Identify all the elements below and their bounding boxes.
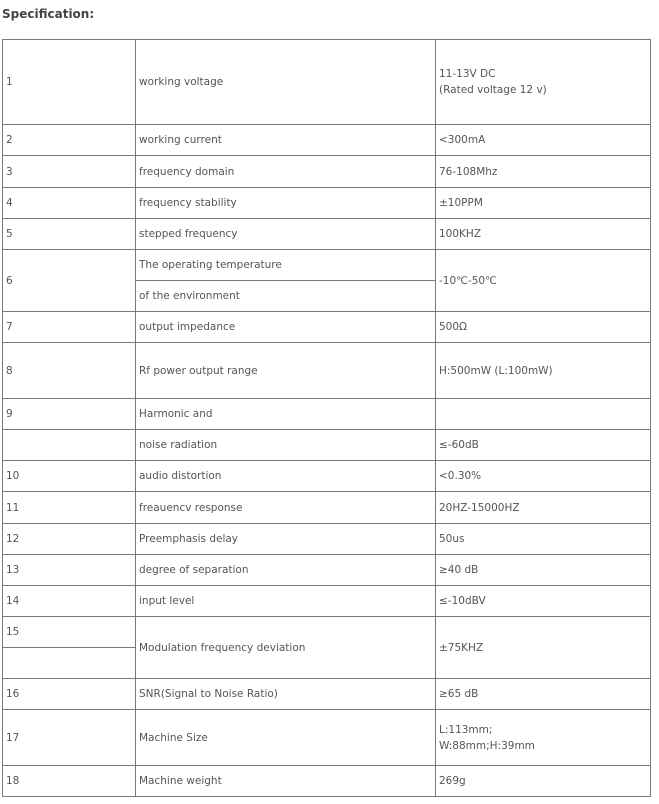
param-name: The operating temperature <box>136 250 436 281</box>
table-row <box>3 430 651 461</box>
row-number: 18 <box>3 766 136 797</box>
param-name: frequency domain <box>136 156 436 188</box>
table-row <box>3 766 651 797</box>
param-value: -10℃-50℃ <box>436 250 651 312</box>
param-value: ≤-60dB <box>436 430 651 461</box>
param-value <box>436 40 651 125</box>
row-number: 9 <box>3 399 136 430</box>
row-number: 6 <box>3 250 136 312</box>
row-number: 1 <box>3 40 136 125</box>
param-name: frequency stability <box>136 188 436 219</box>
row-number <box>3 430 136 461</box>
param-value <box>436 399 651 430</box>
table-row <box>3 492 651 524</box>
row-number: 12 <box>3 524 136 555</box>
table-row <box>3 399 651 430</box>
param-name: freauencv response <box>136 492 436 524</box>
param-value: 269g <box>436 766 651 797</box>
param-value: ≤-10dBV <box>436 586 651 617</box>
row-number: 4 <box>3 188 136 219</box>
param-value: ≥40 dB <box>436 555 651 586</box>
row-number: 17 <box>3 710 136 766</box>
table-row <box>3 586 651 617</box>
param-name: of the environment <box>136 281 436 312</box>
param-name: Preemphasis delay <box>136 524 436 555</box>
table-row <box>3 156 651 188</box>
table-row <box>3 125 651 156</box>
table-row <box>3 40 651 125</box>
table-row <box>3 617 651 648</box>
table-row <box>3 679 651 710</box>
param-name: audio distortion <box>136 461 436 492</box>
row-number: 10 <box>3 461 136 492</box>
value-line: (Rated voltage 12 v) <box>439 84 547 96</box>
row-number: 3 <box>3 156 136 188</box>
param-name: working current <box>136 125 436 156</box>
param-value: 100KHZ <box>436 219 651 250</box>
param-name: Rf power output range <box>136 343 436 399</box>
param-name: input level <box>136 586 436 617</box>
param-value: H:500mW (L:100mW) <box>436 343 651 399</box>
param-value <box>436 710 651 766</box>
param-value: 76-108Mhz <box>436 156 651 188</box>
row-number: 16 <box>3 679 136 710</box>
value-line: L:113mm; <box>439 723 493 736</box>
value-line: W:88mm;H:39mm <box>439 739 535 752</box>
param-name: output impedance <box>136 312 436 343</box>
table-row <box>3 188 651 219</box>
param-name: working voltage <box>136 40 436 125</box>
param-value: 500Ω <box>436 312 651 343</box>
table-row <box>3 555 651 586</box>
table-row <box>3 219 651 250</box>
spec-heading: Specification: <box>2 7 95 21</box>
table-row <box>3 250 651 281</box>
row-number: 14 <box>3 586 136 617</box>
row-number: 15 <box>3 617 136 648</box>
value-line: 11-13V DC <box>439 68 496 80</box>
row-number <box>3 648 136 679</box>
param-value: 20HZ-15000HZ <box>436 492 651 524</box>
param-name: Harmonic and <box>136 399 436 430</box>
param-name: noise radiation <box>136 430 436 461</box>
table-row <box>3 343 651 399</box>
param-name: Modulation frequency deviation <box>136 617 436 679</box>
param-value: ±10PPM <box>436 188 651 219</box>
param-name: degree of separation <box>136 555 436 586</box>
table-row <box>3 524 651 555</box>
row-number: 2 <box>3 125 136 156</box>
param-value: ≥65 dB <box>436 679 651 710</box>
param-value: <0.30% <box>436 461 651 492</box>
param-value: 50us <box>436 524 651 555</box>
table-row <box>3 710 651 766</box>
table-row <box>3 461 651 492</box>
param-name: Machine Size <box>136 710 436 766</box>
param-value: <300mA <box>436 125 651 156</box>
row-number: 13 <box>3 555 136 586</box>
row-number: 8 <box>3 343 136 399</box>
param-name: SNR(Signal to Noise Ratio) <box>136 679 436 710</box>
row-number: 5 <box>3 219 136 250</box>
spec-table <box>2 39 651 797</box>
param-value: ±75KHZ <box>436 617 651 679</box>
row-number: 7 <box>3 312 136 343</box>
param-name: stepped frequency <box>136 219 436 250</box>
table-row <box>3 312 651 343</box>
row-number: 11 <box>3 492 136 524</box>
param-name: Machine weight <box>136 766 436 797</box>
